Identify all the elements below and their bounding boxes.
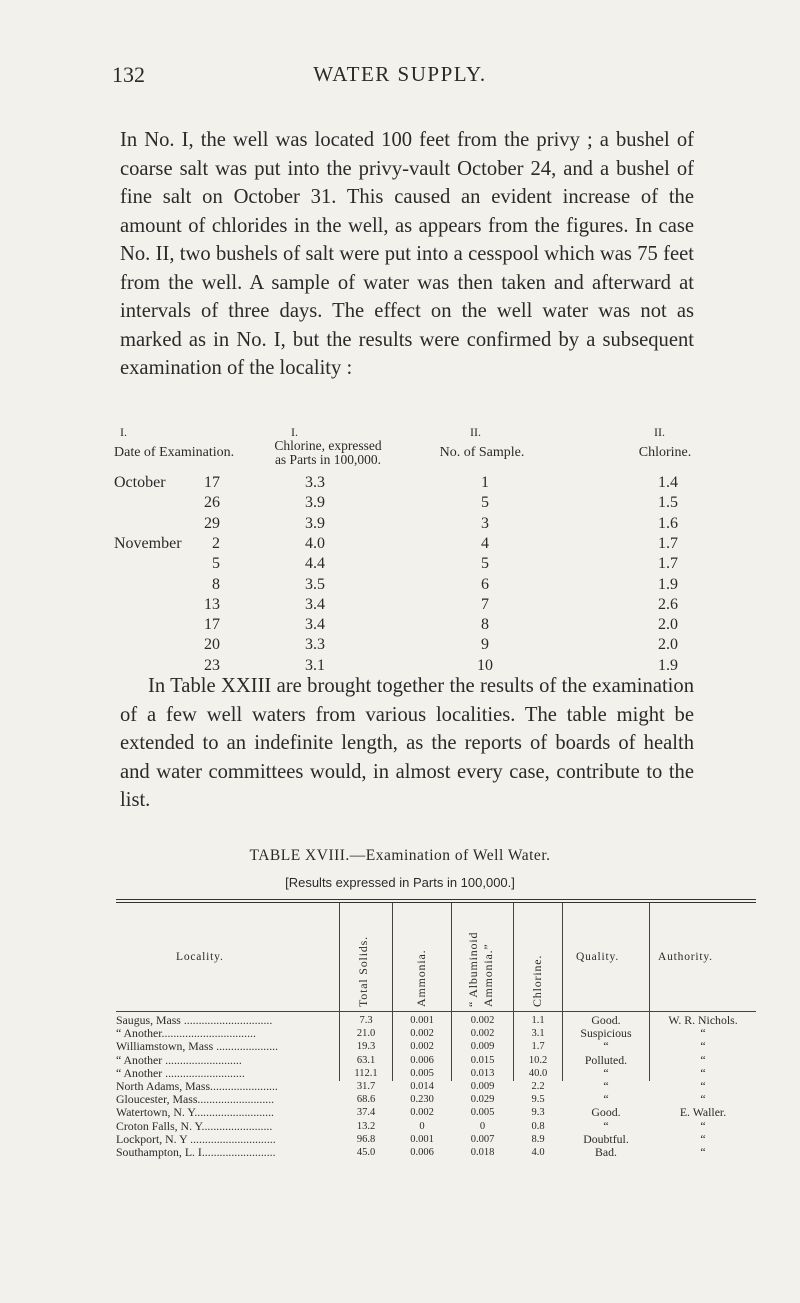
quality-cell: “ [603, 1065, 609, 1080]
locality-cell: Saugus, Mass .............................. [116, 1014, 273, 1027]
table-title: TABLE XVIII.—Examination of Well Water. [249, 847, 551, 864]
chlorine-value-2: 2.0 [658, 636, 678, 654]
exam-day: 17 [204, 616, 220, 634]
chlorine-cell: 0.8 [531, 1120, 545, 1132]
paragraph-table-intro: In Table XXIII are brought together the results of the examination of a few well waters from various localities. The table might be extended to an indefinite length, as the reports of boards of health and water committees would, in almost every case, contribute to the list. [120, 675, 694, 811]
ammonia-cell: 0.006 [410, 1147, 434, 1158]
well-water-table [116, 899, 756, 1179]
quality-cell: “ [603, 1118, 609, 1133]
albuminoid-cell: 0.009 [470, 1041, 495, 1053]
total-solids-cell: 68.6 [356, 1094, 376, 1106]
authority-cell: “ [700, 1079, 706, 1093]
chlorine-cell: 1.1 [531, 1015, 545, 1026]
authority-cell: “ [700, 1118, 706, 1133]
ammonia-cell: 0.002 [410, 1107, 434, 1119]
exam-day: 20 [204, 636, 220, 654]
albuminoid-cell: 0.005 [470, 1107, 495, 1119]
sample-number: 5 [481, 555, 489, 573]
albuminoid-cell: 0.002 [470, 1028, 495, 1040]
quality-cell: Suspicious [580, 1026, 632, 1041]
total-solids-cell: 21.0 [356, 1028, 376, 1040]
sample-number: 8 [481, 616, 489, 634]
header-chlorine-vertical: Chlorine. [530, 954, 544, 1007]
sample-number: 5 [481, 494, 489, 512]
exam-month: November [114, 534, 182, 552]
chlorine-cell: 9.3 [531, 1107, 545, 1119]
chlorine-value-2: 1.6 [658, 514, 678, 532]
total-solids-cell: 63.1 [356, 1054, 376, 1066]
chlorine-cell: 9.5 [531, 1094, 545, 1106]
roman-header-2: I. [291, 425, 298, 439]
exam-day: 17 [204, 474, 220, 491]
locality-cell: Watertown, N. Y........................... [116, 1106, 274, 1120]
chlorine-value: 3.4 [305, 616, 325, 634]
total-solids-cell: 112.1 [354, 1067, 378, 1079]
chlorine-value-2: 2.6 [658, 595, 678, 613]
table-row [116, 1120, 756, 1133]
total-solids-cell: 19.3 [356, 1041, 376, 1053]
albuminoid-cell: 0.002 [470, 1015, 495, 1026]
table-top-rule [116, 899, 756, 900]
exam-day: 23 [204, 656, 220, 674]
sample-number: 1 [481, 474, 489, 491]
chlorine-cell: 2.2 [531, 1081, 545, 1092]
table-row [116, 1027, 756, 1040]
locality-cell: “ Another ........................... [116, 1066, 245, 1080]
chlorine-cell: 1.7 [531, 1041, 545, 1053]
chlorine-value: 3.9 [305, 494, 325, 512]
header-locality: Locality. [176, 951, 224, 963]
table-row [116, 1014, 756, 1027]
table-row [116, 1067, 756, 1080]
exam-day: 26 [204, 494, 220, 512]
ammonia-cell: 0.230 [410, 1094, 434, 1106]
chlorine-cell: 3.1 [531, 1028, 545, 1040]
page-number: 132 [112, 62, 145, 87]
sample-number: 9 [481, 636, 489, 654]
table-row [116, 1093, 756, 1106]
albuminoid-cell: 0.018 [470, 1147, 495, 1158]
chlorine-value: 3.5 [305, 575, 325, 593]
locality-cell: Williamstown, Mass ..................... [116, 1040, 279, 1054]
ammonia-cell: 0.001 [410, 1015, 434, 1026]
chlorine-value: 3.4 [305, 595, 325, 613]
table-row [116, 1146, 756, 1159]
header-authority: Authority. [658, 951, 713, 963]
authority-cell: “ [700, 1131, 706, 1146]
chlorine-table [114, 425, 720, 675]
exam-day: 8 [212, 575, 220, 593]
ammonia-cell: 0.002 [410, 1028, 434, 1040]
sample-number: 6 [481, 575, 489, 593]
chlorine-cell: 4.0 [531, 1147, 545, 1158]
table-row [116, 1133, 756, 1146]
chlorine-cell: 40.0 [528, 1067, 548, 1079]
sample-number: 4 [481, 534, 489, 552]
chlorine-value: 3.3 [305, 474, 325, 491]
locality-cell: Gloucester, Mass.......................... [116, 1093, 275, 1107]
header-date: Date of Examination. [114, 445, 235, 460]
header-albuminoid: “ Albuminoid [466, 931, 480, 1007]
table-row [116, 1040, 756, 1053]
header-total-solids: Total Solids. [356, 936, 370, 1007]
chlorine-value-2: 2.0 [658, 616, 678, 634]
running-title: WATER SUPPLY. [313, 62, 487, 86]
quality-cell: Doubtful. [583, 1131, 629, 1146]
authority-cell: “ [700, 1026, 706, 1041]
header-sample: No. of Sample. [439, 445, 525, 460]
exam-month: October [114, 474, 166, 491]
header-ammonia: Ammonia. [414, 949, 428, 1007]
chlorine-cell: 10.2 [528, 1054, 548, 1066]
chlorine-value: 4.4 [305, 555, 325, 573]
authority-cell: “ [700, 1065, 706, 1080]
albuminoid-cell: 0.029 [470, 1094, 495, 1106]
locality-cell: North Adams, Mass....................... [116, 1080, 278, 1093]
locality-cell: “ Another .......................... [116, 1053, 242, 1067]
authority-cell: “ [700, 1145, 706, 1159]
ammonia-cell: 0.002 [410, 1041, 434, 1053]
ammonia-cell: 0 [419, 1120, 425, 1132]
total-solids-cell: 31.7 [356, 1081, 376, 1092]
sample-number: 7 [481, 595, 489, 613]
authority-cell: “ [700, 1052, 706, 1067]
ammonia-cell: 0.001 [410, 1133, 434, 1145]
quality-cell: “ [603, 1092, 609, 1107]
exam-day: 5 [212, 555, 220, 573]
total-solids-cell: 13.2 [356, 1120, 376, 1132]
authority-cell: W. R. Nichols. [668, 1013, 738, 1027]
chlorine-value: 4.0 [305, 534, 325, 552]
roman-header-4: II. [654, 425, 665, 439]
chlorine-value: 3.9 [305, 514, 325, 532]
quality-cell: “ [603, 1079, 609, 1093]
ammonia-cell: 0.014 [410, 1081, 434, 1092]
table-top-rule-inner [116, 902, 756, 903]
header-chlorine-expressed: Chlorine, expressed [274, 438, 382, 453]
quality-cell: Polluted. [584, 1052, 628, 1067]
running-head [0, 62, 800, 92]
total-solids-cell: 96.8 [356, 1133, 376, 1145]
chlorine-value-2: 1.7 [658, 534, 678, 552]
quality-cell: Bad. [595, 1145, 617, 1159]
sample-number: 3 [481, 514, 489, 532]
header-quality: Quality. [576, 951, 620, 963]
chlorine-value: 3.3 [305, 636, 325, 654]
locality-cell: “ Another................................ [116, 1027, 256, 1041]
chlorine-cell: 8.9 [531, 1133, 545, 1145]
header-albuminoid-ammonia: Ammonia.” [481, 943, 495, 1007]
albuminoid-cell: 0.007 [470, 1133, 495, 1145]
chlorine-value-2: 1.4 [658, 474, 678, 491]
authority-cell: E. Waller. [679, 1105, 727, 1120]
roman-header-3: II. [470, 425, 481, 439]
authority-cell: “ [700, 1039, 706, 1054]
total-solids-cell: 37.4 [356, 1107, 376, 1119]
table-row [116, 1080, 756, 1093]
quality-cell: “ [603, 1039, 609, 1054]
ammonia-cell: 0.005 [410, 1067, 434, 1079]
locality-cell: Southampton, L. I......................... [116, 1146, 276, 1159]
chlorine-value: 3.1 [305, 656, 325, 674]
chlorine-value-2: 1.9 [658, 575, 678, 593]
table-header-rule [116, 1011, 756, 1012]
sample-number: 10 [477, 656, 493, 674]
quality-cell: Good. [591, 1013, 621, 1027]
albuminoid-cell: 0.009 [470, 1081, 495, 1092]
table-subtitle: [Results expressed in Parts in 100,000.] [285, 875, 515, 890]
roman-header-1: I. [120, 425, 127, 439]
header-chlorine-parts: as Parts in 100,000. [274, 452, 382, 467]
total-solids-cell: 45.0 [356, 1147, 376, 1158]
albuminoid-cell: 0.013 [470, 1067, 495, 1079]
chlorine-value-2: 1.9 [658, 656, 678, 674]
chlorine-value-2: 1.7 [658, 555, 678, 573]
albuminoid-cell: 0.015 [470, 1054, 495, 1066]
exam-day: 29 [204, 514, 220, 532]
authority-cell: “ [700, 1092, 706, 1107]
locality-cell: Lockport, N. Y ............................. [116, 1132, 276, 1146]
exam-day: 2 [212, 534, 220, 552]
table-row [116, 1054, 756, 1067]
exam-day: 13 [204, 595, 220, 613]
quality-cell: Good. [591, 1105, 621, 1120]
ammonia-cell: 0.006 [410, 1054, 434, 1066]
chlorine-value-2: 1.5 [658, 494, 678, 512]
albuminoid-cell: 0 [479, 1120, 486, 1132]
locality-cell: Croton Falls, N. Y........................ [116, 1119, 273, 1133]
table-row [116, 1106, 756, 1119]
total-solids-cell: 7.3 [359, 1015, 373, 1026]
header-chlorine: Chlorine. [638, 445, 692, 460]
paragraph-intro: In No. I, the well was located 100 feet from the privy ; a bushel of coarse salt was put into the privy-vault October 24, and a bushel of fine salt on October 31. This caused an evident increase of the amount of chlorides in the well, as appears from the figures. In case No. II, two bushels of salt were put into a cesspool which was 75 feet from the well. A sample of water was then taken and afterward at intervals of three days. The effect on the well water was not as marked as in No. I, but the results were confirmed by a subsequent examination of the locality : [120, 129, 694, 379]
